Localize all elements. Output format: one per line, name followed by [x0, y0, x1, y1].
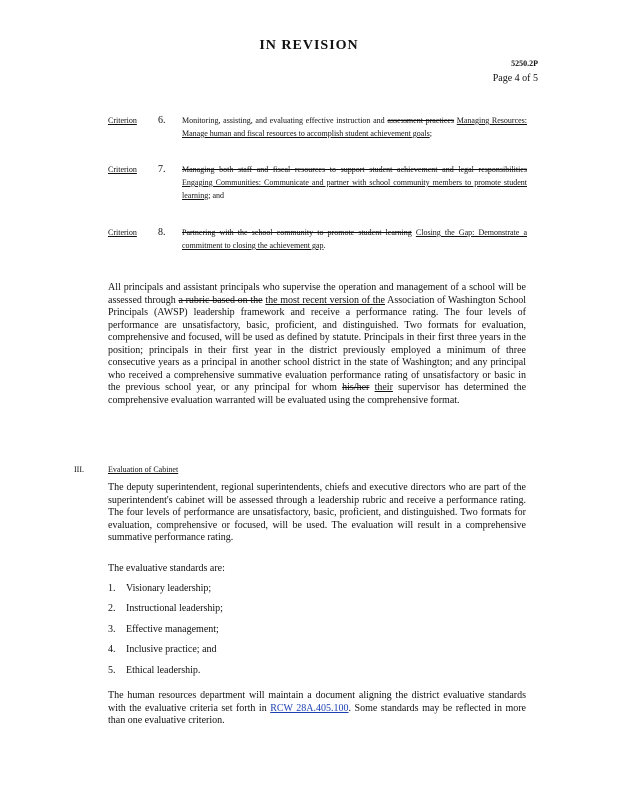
- criterion-number: 8.: [158, 227, 166, 238]
- criterion-number: 6.: [158, 115, 166, 126]
- criterion-text-inserted: Closing the Gap: Demonstrate a commitment to closing the achievement gap: [182, 228, 527, 250]
- criterion-text-deleted: assessment practices: [387, 116, 455, 125]
- list-number: 1.: [108, 583, 116, 594]
- closing-paragraph: [108, 690, 526, 728]
- criterion-text-inserted: Managing Resources: Manage human and fiscal resources to accomplish student achievement goals: [182, 116, 528, 138]
- list-text: Ethical leadership.: [126, 664, 201, 676]
- document-number: 5250.2P: [511, 59, 538, 68]
- criterion-text-end: .: [323, 241, 326, 250]
- list-item: [108, 643, 223, 663]
- criterion-label: Criterion: [108, 228, 137, 237]
- paragraph-text-deleted: his/her: [342, 382, 370, 393]
- paragraph-text: . Some standards may be reflected in more than one evaluative criterion.: [108, 702, 527, 726]
- paragraph-text-deleted: a rubric based on the: [178, 294, 263, 306]
- list-text: Visionary leadership;: [126, 583, 212, 594]
- criterion-label: Criterion: [108, 116, 137, 125]
- list-number: 2.: [108, 603, 116, 615]
- list-number: 5.: [108, 664, 116, 676]
- standards-list: [108, 582, 223, 684]
- page-number: Page 4 of 5: [492, 73, 538, 84]
- criterion-text-deleted: Managing both staff and fiscal resources to support student achievement and legal responsibilities: [182, 165, 527, 174]
- criterion-text: [182, 114, 527, 140]
- criterion-text-end: ;: [429, 129, 432, 138]
- paragraph-text-inserted: the most recent version of the: [265, 294, 385, 306]
- rcw-link[interactable]: RCW 28A.405.100: [270, 702, 349, 714]
- list-text: Effective management;: [126, 623, 219, 635]
- criterion-text-end: ; and: [208, 191, 224, 200]
- principal-evaluation-paragraph: [108, 282, 526, 407]
- list-number: 3.: [108, 623, 116, 635]
- criterion-6: [108, 114, 528, 154]
- paragraph-text: The human resources department will maintain a document aligning the district evaluative standards with the evaluative criteria set forth in: [108, 690, 526, 714]
- standards-intro: The evaluative standards are:: [108, 563, 225, 574]
- criterion-text-retained: Monitoring, assisting, and evaluating effective instruction and: [182, 116, 385, 125]
- criterion-text: [182, 163, 527, 202]
- list-text: Inclusive practice; and: [126, 644, 217, 656]
- criterion-number: 7.: [158, 164, 166, 175]
- list-item: [108, 602, 223, 622]
- criterion-text: [182, 226, 527, 252]
- list-item: [108, 664, 223, 684]
- paragraph-text: Association of Washington School Principals (AWSP) leadership framework and receive a performance rating. The four levels of performance are unsatisfactory, basic, proficient, and distinguished. Two formats for evaluation, comprehensive and focused, will be used as defined by statute. Principals in their first three years in the position; principals in their first year in the district previously employed a minimum of three consecutive years as a principal in another school district in the state of Washington; and any principal who received a comprehensive summative evaluation performance rating of unsatisfactory or basic in the previous school year, or any principal for whom: [108, 294, 526, 393]
- list-item: [108, 623, 223, 643]
- criterion-label: Criterion: [108, 165, 137, 174]
- criterion-8: [108, 226, 528, 266]
- paragraph-text: All principals and assistant principals who supervise the operation and management of a school will be assessed through: [108, 282, 526, 306]
- section-number: III.: [74, 465, 84, 474]
- list-item: [108, 582, 223, 602]
- list-text: Instructional leadership;: [126, 603, 223, 615]
- criterion-text-deleted: Partnering with the school community to promote student learning: [182, 228, 412, 237]
- cabinet-evaluation-paragraph: The deputy superintendent, regional superintendents, chiefs and executive directors who are part of the superintendent's cabinet will be assessed through a leadership rubric and receive a performance rating. The four levels of performance are unsatisfactory, basic, proficient, and distinguished. Two formats for evaluation, comprehensive or focused, will be used. The evaluation will result in a comprehensive summative performance rating.: [108, 482, 526, 543]
- page-title: IN REVISION: [259, 38, 359, 53]
- paragraph-text-inserted: their: [374, 382, 393, 393]
- section-title: Evaluation of Cabinet: [108, 465, 179, 474]
- paragraph-text: supervisor has determined the comprehensive evaluation warranted will be evaluated using the comprehensive format.: [108, 382, 527, 406]
- criterion-text-inserted: Engaging Communities: Communicate and partner with school community members to promote student learning: [182, 178, 527, 200]
- list-number: 4.: [108, 644, 116, 656]
- criterion-7: [108, 163, 528, 218]
